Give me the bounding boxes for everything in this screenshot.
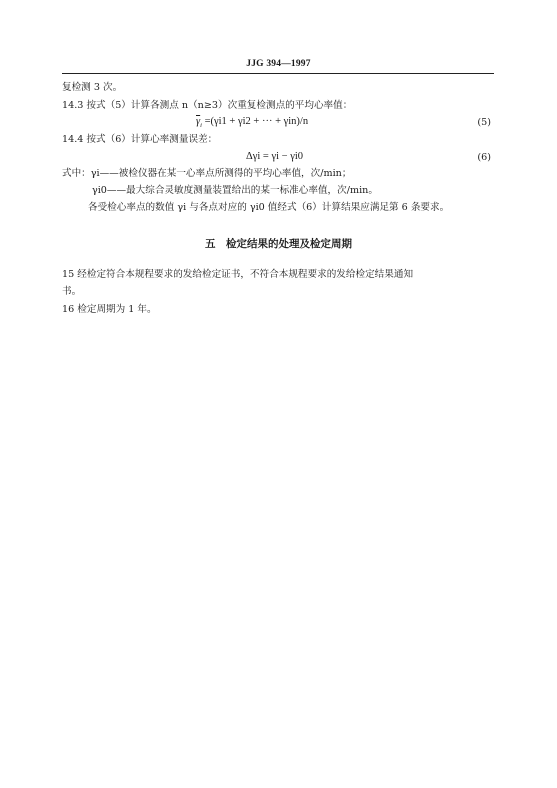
equation-number-5: (5) xyxy=(477,117,491,128)
eq5-mean-symbol: $\overline{\gamma}$ xyxy=(196,116,201,127)
section-heading: 五 检定结果的处理及检定周期 xyxy=(205,238,352,250)
text-line-14-3: 14.3 按式（5）计算各测点 n（n≥3）次重复检测点的平均心率值： xyxy=(62,100,353,111)
page-header-code: JJG 394—1997 xyxy=(246,59,311,69)
equation-5: $\overline{\gamma}_i =(\gamma i1 + \gamma i2$ + ··· + γin)/n xyxy=(196,116,309,130)
equation-number-6: (6) xyxy=(477,152,491,163)
paragraph-15-line-1: 15 经检定符合本规程要求的发给检定证书，不符合本规程要求的发给检定结果通知 xyxy=(62,269,414,280)
header-rule xyxy=(62,73,494,74)
text-line-requirement: 各受检心率点的数值 γi 与各点对应的 γi0 值经式（6）计算结果应满足第 6 条要求。 xyxy=(88,202,450,213)
text-line-where-1: 式中：γi——被检仪器在某一心率点所测得的平均心率值，次/min； xyxy=(62,168,352,179)
text-line-14-4: 14.4 按式（6）计算心率测量误差： xyxy=(62,134,218,145)
eq5-expression: =(γi1 + γi2 + ··· + γin)/n xyxy=(204,116,309,127)
paragraph-16: 16 检定周期为 1 年。 xyxy=(62,304,157,315)
text-line-where-2: γi0——最大综合灵敏度测量装置给出的某一标准心率值，次/min。 xyxy=(92,185,378,196)
text-line-1: 复检测 3 次。 xyxy=(62,82,123,93)
paragraph-15-line-2: 书。 xyxy=(62,286,82,297)
equation-6: Δγi = γi − γi0 xyxy=(246,151,304,162)
